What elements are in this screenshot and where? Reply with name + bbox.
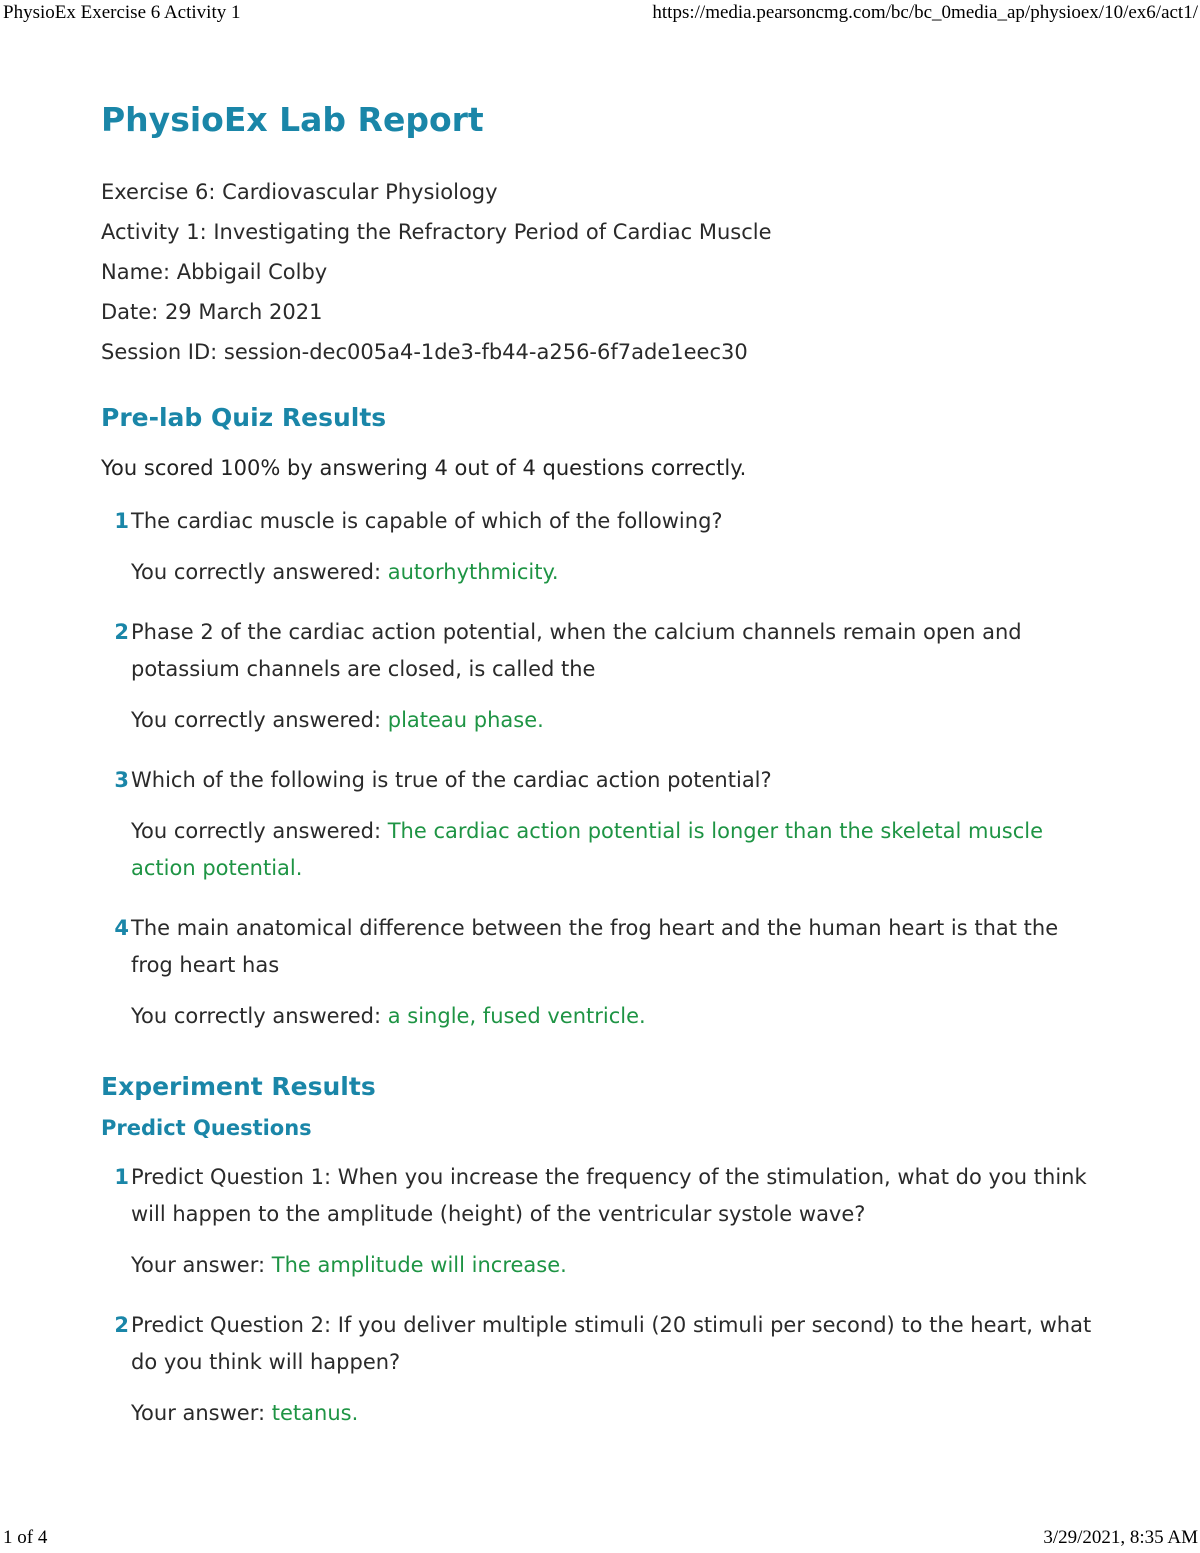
- page-indicator: 1 of 4: [3, 1527, 48, 1548]
- question-number: 2: [114, 1313, 129, 1337]
- answer-prefix: Your answer:: [131, 1253, 272, 1277]
- answer-value: plateau phase.: [387, 708, 544, 732]
- predict-question-2: [101, 1307, 1101, 1432]
- report-content: [101, 98, 1101, 1432]
- print-header-url: https://media.pearsoncmg.com/bc/bc_0media_ap/physioex/10/ex6/act1/: [652, 2, 1198, 23]
- answer-prefix: You correctly answered:: [131, 560, 388, 584]
- answer-value: autorhythmicity.: [387, 560, 559, 584]
- answer-value: The cardiac action potential is longer than the skeletal muscle action potential.: [131, 819, 1043, 880]
- question-number: 3: [114, 768, 129, 792]
- question-number: 1: [114, 1165, 129, 1189]
- prelab-question-3: [101, 762, 1101, 887]
- experiment-heading: Experiment Results: [101, 1072, 376, 1101]
- question-text: Predict Question 1: When you increase the frequency of the stimulation, what do you think will happen to the amplitude (height) of the ventricular systole wave?: [131, 1165, 1087, 1226]
- question-number: 4: [114, 916, 129, 940]
- answer-value: The amplitude will increase.: [271, 1253, 567, 1277]
- answer-prefix: You correctly answered:: [131, 819, 388, 843]
- question-answer: [131, 1395, 1101, 1432]
- session-line: Session ID: session-dec005a4-1de3-fb44-a256-6f7ade1eec30: [101, 340, 748, 364]
- print-header: [0, 2, 1200, 24]
- answer-value: a single, fused ventricle.: [387, 1004, 646, 1028]
- predict-question-1: [101, 1159, 1101, 1284]
- question-text: The main anatomical difference between the frog heart and the human heart is that the frog heart has: [131, 916, 1059, 977]
- print-footer: [0, 1527, 1200, 1549]
- predict-subheading: Predict Questions: [101, 1116, 312, 1140]
- date-line: Date: 29 March 2021: [101, 300, 323, 324]
- question-number: 2: [114, 620, 129, 644]
- activity-line: Activity 1: Investigating the Refractory Period of Cardiac Muscle: [101, 220, 772, 244]
- prelab-heading: Pre-lab Quiz Results: [101, 403, 387, 432]
- print-datetime: 3/29/2021, 8:35 AM: [1043, 1527, 1198, 1548]
- answer-prefix: You correctly answered:: [131, 1004, 388, 1028]
- report-meta: [101, 172, 1101, 372]
- question-answer: [131, 702, 1101, 739]
- answer-prefix: Your answer:: [131, 1401, 272, 1425]
- question-text: Phase 2 of the cardiac action potential, when the calcium channels remain open and potassium channels are closed, is called the: [131, 620, 1022, 681]
- question-answer: [131, 554, 1101, 591]
- question-answer: [131, 998, 1101, 1035]
- answer-prefix: You correctly answered:: [131, 708, 388, 732]
- prelab-question-2: [101, 614, 1101, 739]
- prelab-question-1: [101, 503, 1101, 591]
- report-title: PhysioEx Lab Report: [101, 100, 484, 139]
- prelab-question-4: [101, 910, 1101, 1035]
- question-answer: [131, 1247, 1101, 1284]
- question-answer: [131, 813, 1101, 887]
- prelab-score: You scored 100% by answering 4 out of 4 questions correctly.: [101, 456, 747, 480]
- print-header-title: PhysioEx Exercise 6 Activity 1: [3, 2, 241, 23]
- question-text: The cardiac muscle is capable of which of the following?: [131, 509, 723, 533]
- question-text: Which of the following is true of the cardiac action potential?: [131, 768, 772, 792]
- exercise-line: Exercise 6: Cardiovascular Physiology: [101, 180, 498, 204]
- question-text: Predict Question 2: If you deliver multiple stimuli (20 stimuli per second) to the heart, what do you think will happen?: [131, 1313, 1092, 1374]
- answer-value: tetanus.: [271, 1401, 359, 1425]
- question-number: 1: [114, 509, 129, 533]
- name-line: Name: Abbigail Colby: [101, 260, 328, 284]
